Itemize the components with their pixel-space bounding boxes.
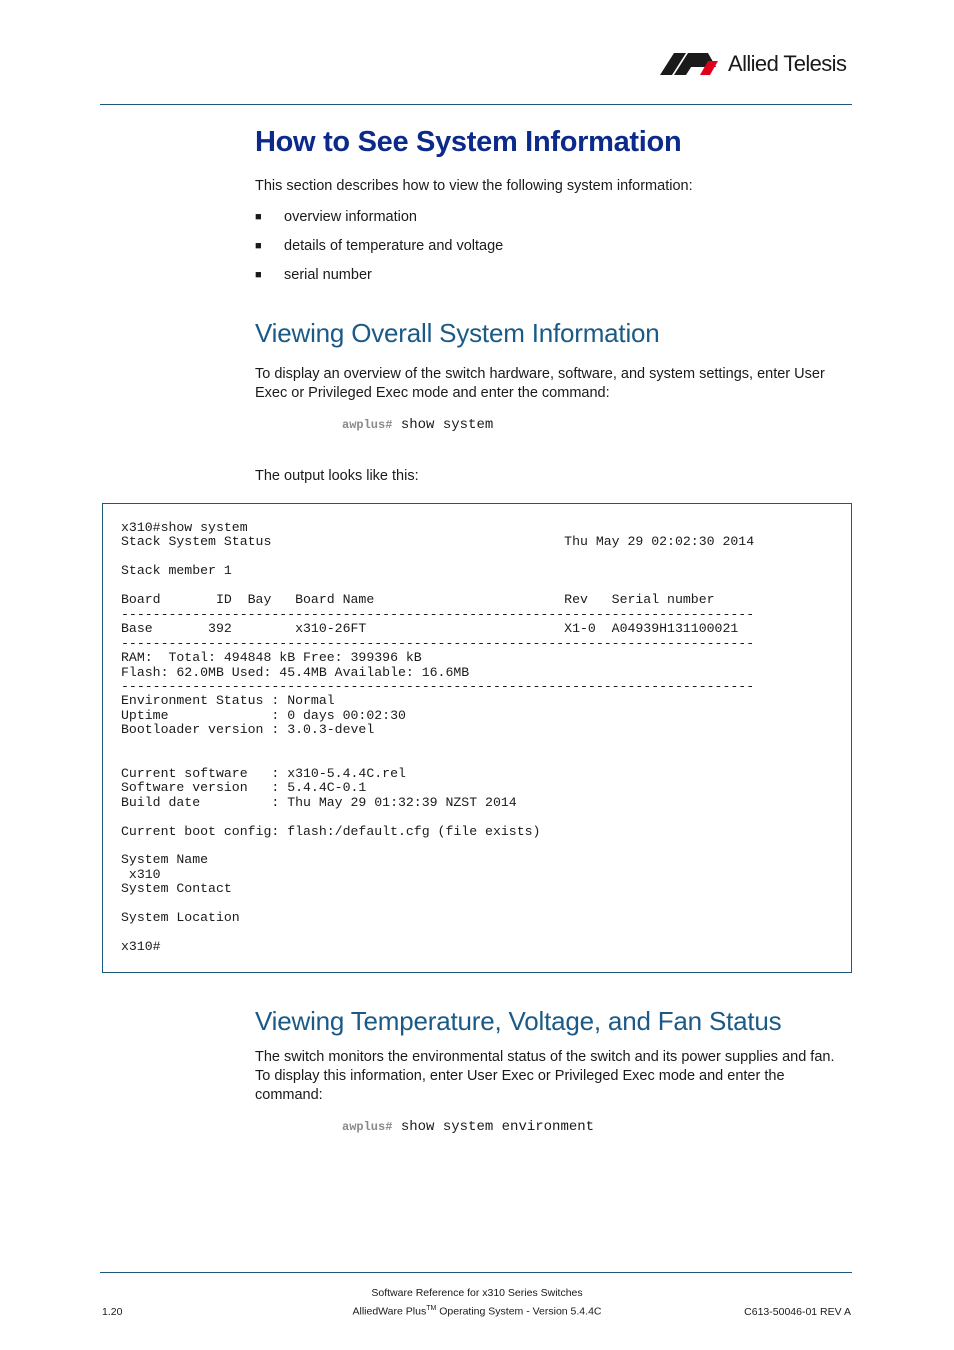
- company-logo: [660, 50, 846, 78]
- command-text: show system: [400, 417, 494, 433]
- command-prompt: awplus#: [342, 1120, 393, 1134]
- overall-heading: Viewing Overall System Information: [255, 318, 660, 348]
- list-item: ■ overview information: [255, 208, 503, 237]
- output-intro: The output looks like this:: [255, 468, 419, 484]
- command-text: show system environment: [400, 1119, 595, 1135]
- bullet-icon: ■: [255, 240, 262, 252]
- temperature-heading: Viewing Temperature, Voltage, and Fan Status: [255, 1006, 782, 1036]
- header-rule: [100, 104, 852, 105]
- intro-paragraph: This section describes how to view the following system information:: [255, 178, 693, 194]
- bullet-icon: ■: [255, 269, 262, 281]
- page-title: How to See System Information: [255, 126, 682, 158]
- overall-paragraph: To display an overview of the switch hardware, software, and system settings, enter User Exec or Privileged Exec mode and enter the command:: [255, 366, 825, 401]
- bullet-icon: ■: [255, 211, 262, 223]
- list-item: ■ serial number: [255, 266, 503, 295]
- show-system-command: [342, 417, 493, 433]
- footer-product: AlliedWare Plus™ Operating System - Version 5.4.4C: [352, 1305, 602, 1318]
- show-environment-command: [342, 1119, 594, 1135]
- page-number: 1.20: [102, 1306, 123, 1318]
- command-prompt: awplus#: [342, 418, 393, 432]
- footer-rule: [100, 1272, 852, 1273]
- list-item: ■ details of temperature and voltage: [255, 237, 503, 266]
- command-output-box: [102, 503, 852, 973]
- temperature-paragraph: The switch monitors the environmental status of the switch and its power supplies and fan. To display this information, enter User Exec or Privileged Exec mode and enter the command:: [255, 1049, 835, 1103]
- command-output: x310#show system Stack System Status Thu May 29 02:02:30 2014 Stack member 1 Board ID Bay Board Name Rev Serial number -------------------------------------------------------------------------------- Base 392 x310-26FT X1-0 A04939H131100021 -------------------------------------------------------------------------------- RAM: Total: 494848 kB Free: 399396 kB Flash: 62.0MB Used: 45.4MB Available: 16.6MB -------------------------------------------------------------------------------- Environment Status : Normal Uptime : 0 days 00:02:30 Bootloader version : 3.0.3-devel Current software : x310-5.4.4C.rel Software version : 5.4.4C-0.1 Build date : Thu May 29 01:32:39 NZST 2014 Current boot config: flash:/default.cfg (file exists) System Name x310 System Contact System Location x310#: [121, 520, 755, 955]
- brand-name: Allied Telesis: [728, 51, 847, 76]
- document-id: C613-50046-01 REV A: [744, 1306, 851, 1318]
- footer-title: Software Reference for x310 Series Switches: [371, 1287, 583, 1299]
- allied-telesis-logo-icon: [660, 53, 724, 75]
- info-list: [255, 208, 503, 295]
